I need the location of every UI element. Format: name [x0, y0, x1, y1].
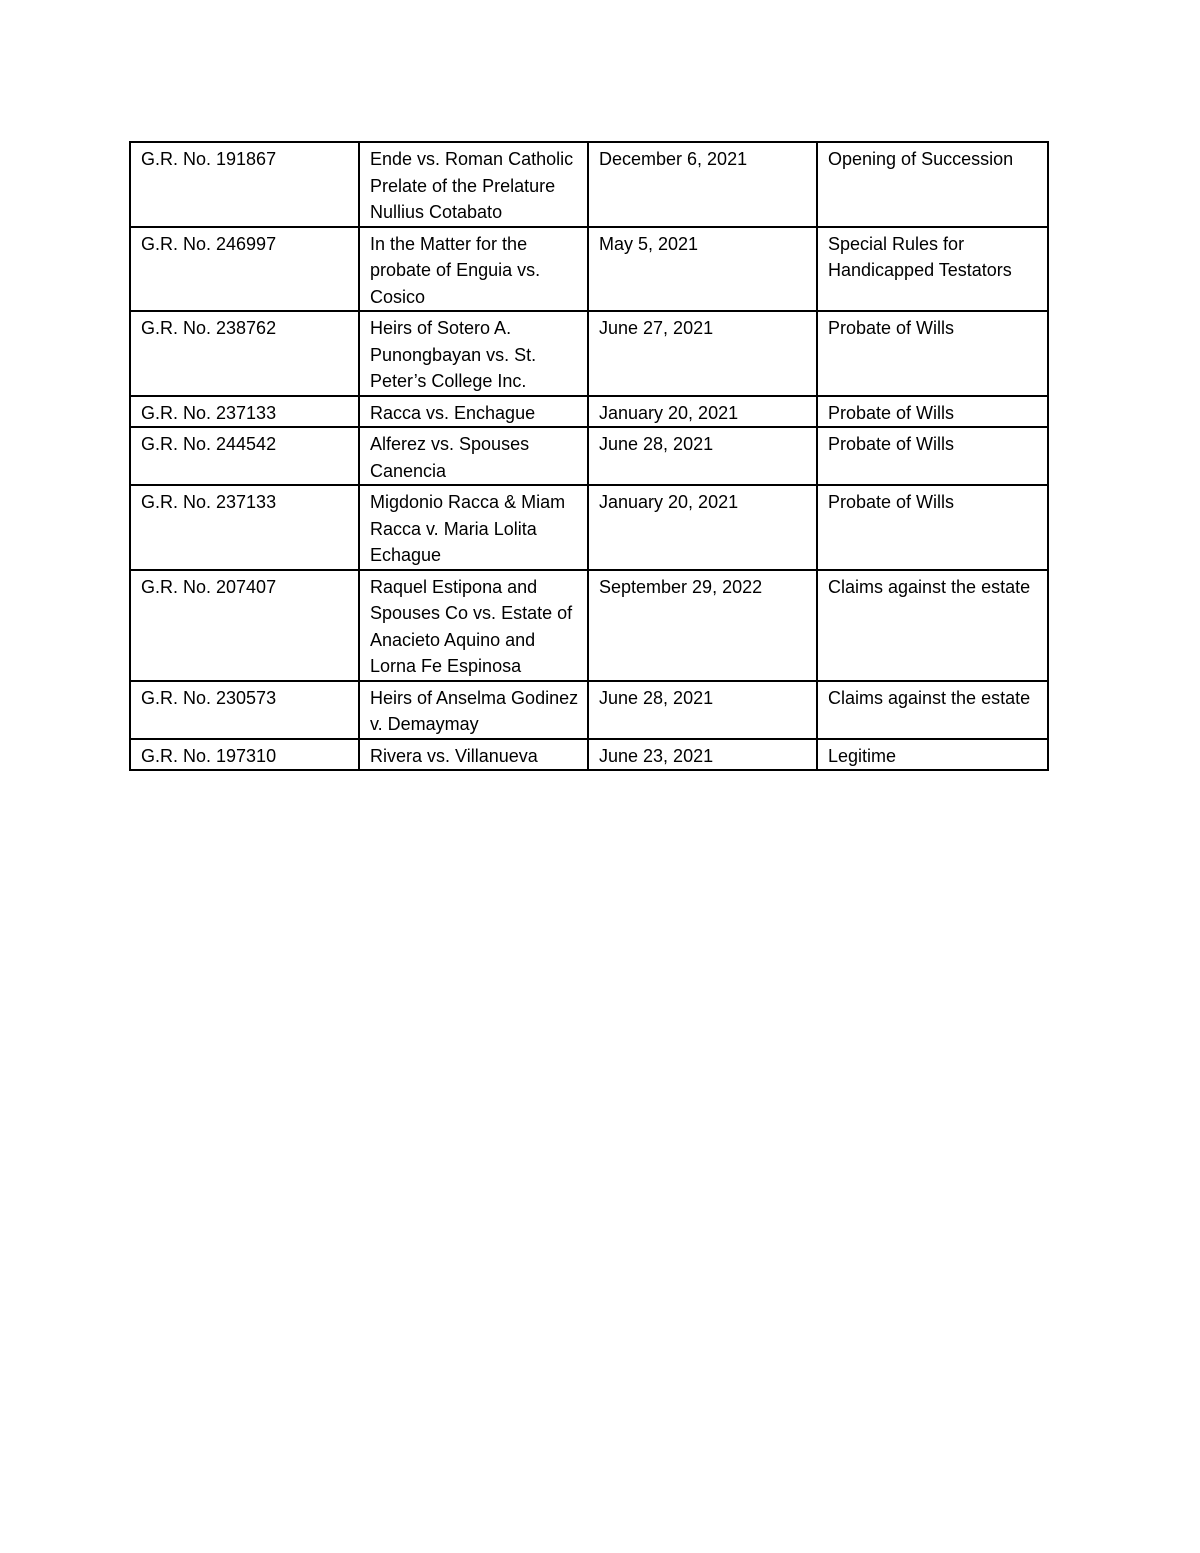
case-number-cell: G.R. No. 230573	[130, 681, 359, 739]
table-row	[130, 142, 1048, 227]
case-topic-cell: Probate of Wills	[817, 396, 1048, 428]
case-title-cell: In the Matter for the probate of Enguia vs. Cosico	[359, 227, 588, 312]
case-number-cell: G.R. No. 197310	[130, 739, 359, 771]
case-title-cell: Rivera vs. Villanueva	[359, 739, 588, 771]
case-number-cell: G.R. No. 237133	[130, 396, 359, 428]
case-topic-cell: Special Rules for Handicapped Testators	[817, 227, 1048, 312]
case-number-cell: G.R. No. 207407	[130, 570, 359, 681]
case-title-cell: Migdonio Racca & Miam Racca v. Maria Lolita Echague	[359, 485, 588, 570]
case-date-cell: June 23, 2021	[588, 739, 817, 771]
case-topic-cell: Legitime	[817, 739, 1048, 771]
table-row	[130, 311, 1048, 396]
case-title-cell: Heirs of Anselma Godinez v. Demaymay	[359, 681, 588, 739]
case-date-cell: December 6, 2021	[588, 142, 817, 227]
case-title-cell: Racca vs. Enchague	[359, 396, 588, 428]
case-topic-cell: Probate of Wills	[817, 311, 1048, 396]
table-row	[130, 427, 1048, 485]
case-number-cell: G.R. No. 191867	[130, 142, 359, 227]
table-row	[130, 681, 1048, 739]
case-table	[129, 141, 1049, 771]
case-topic-cell: Probate of Wills	[817, 485, 1048, 570]
case-topic-cell: Claims against the estate	[817, 681, 1048, 739]
case-title-cell: Alferez vs. Spouses Canencia	[359, 427, 588, 485]
case-date-cell: January 20, 2021	[588, 396, 817, 428]
table-row	[130, 570, 1048, 681]
case-number-cell: G.R. No. 237133	[130, 485, 359, 570]
case-date-cell: January 20, 2021	[588, 485, 817, 570]
case-topic-cell: Opening of Succession	[817, 142, 1048, 227]
case-date-cell: May 5, 2021	[588, 227, 817, 312]
case-title-cell: Heirs of Sotero A. Punongbayan vs. St. Peter’s College Inc.	[359, 311, 588, 396]
case-topic-cell: Probate of Wills	[817, 427, 1048, 485]
table-row	[130, 739, 1048, 771]
case-date-cell: June 28, 2021	[588, 681, 817, 739]
case-title-cell: Raquel Estipona and Spouses Co vs. Estate of Anacieto Aquino and Lorna Fe Espinosa	[359, 570, 588, 681]
case-topic-cell: Claims against the estate	[817, 570, 1048, 681]
table-row	[130, 396, 1048, 428]
case-date-cell: September 29, 2022	[588, 570, 817, 681]
case-date-cell: June 27, 2021	[588, 311, 817, 396]
case-date-cell: June 28, 2021	[588, 427, 817, 485]
table-row	[130, 227, 1048, 312]
case-number-cell: G.R. No. 244542	[130, 427, 359, 485]
case-number-cell: G.R. No. 246997	[130, 227, 359, 312]
table-row	[130, 485, 1048, 570]
case-title-cell: Ende vs. Roman Catholic Prelate of the Prelature Nullius Cotabato	[359, 142, 588, 227]
case-number-cell: G.R. No. 238762	[130, 311, 359, 396]
